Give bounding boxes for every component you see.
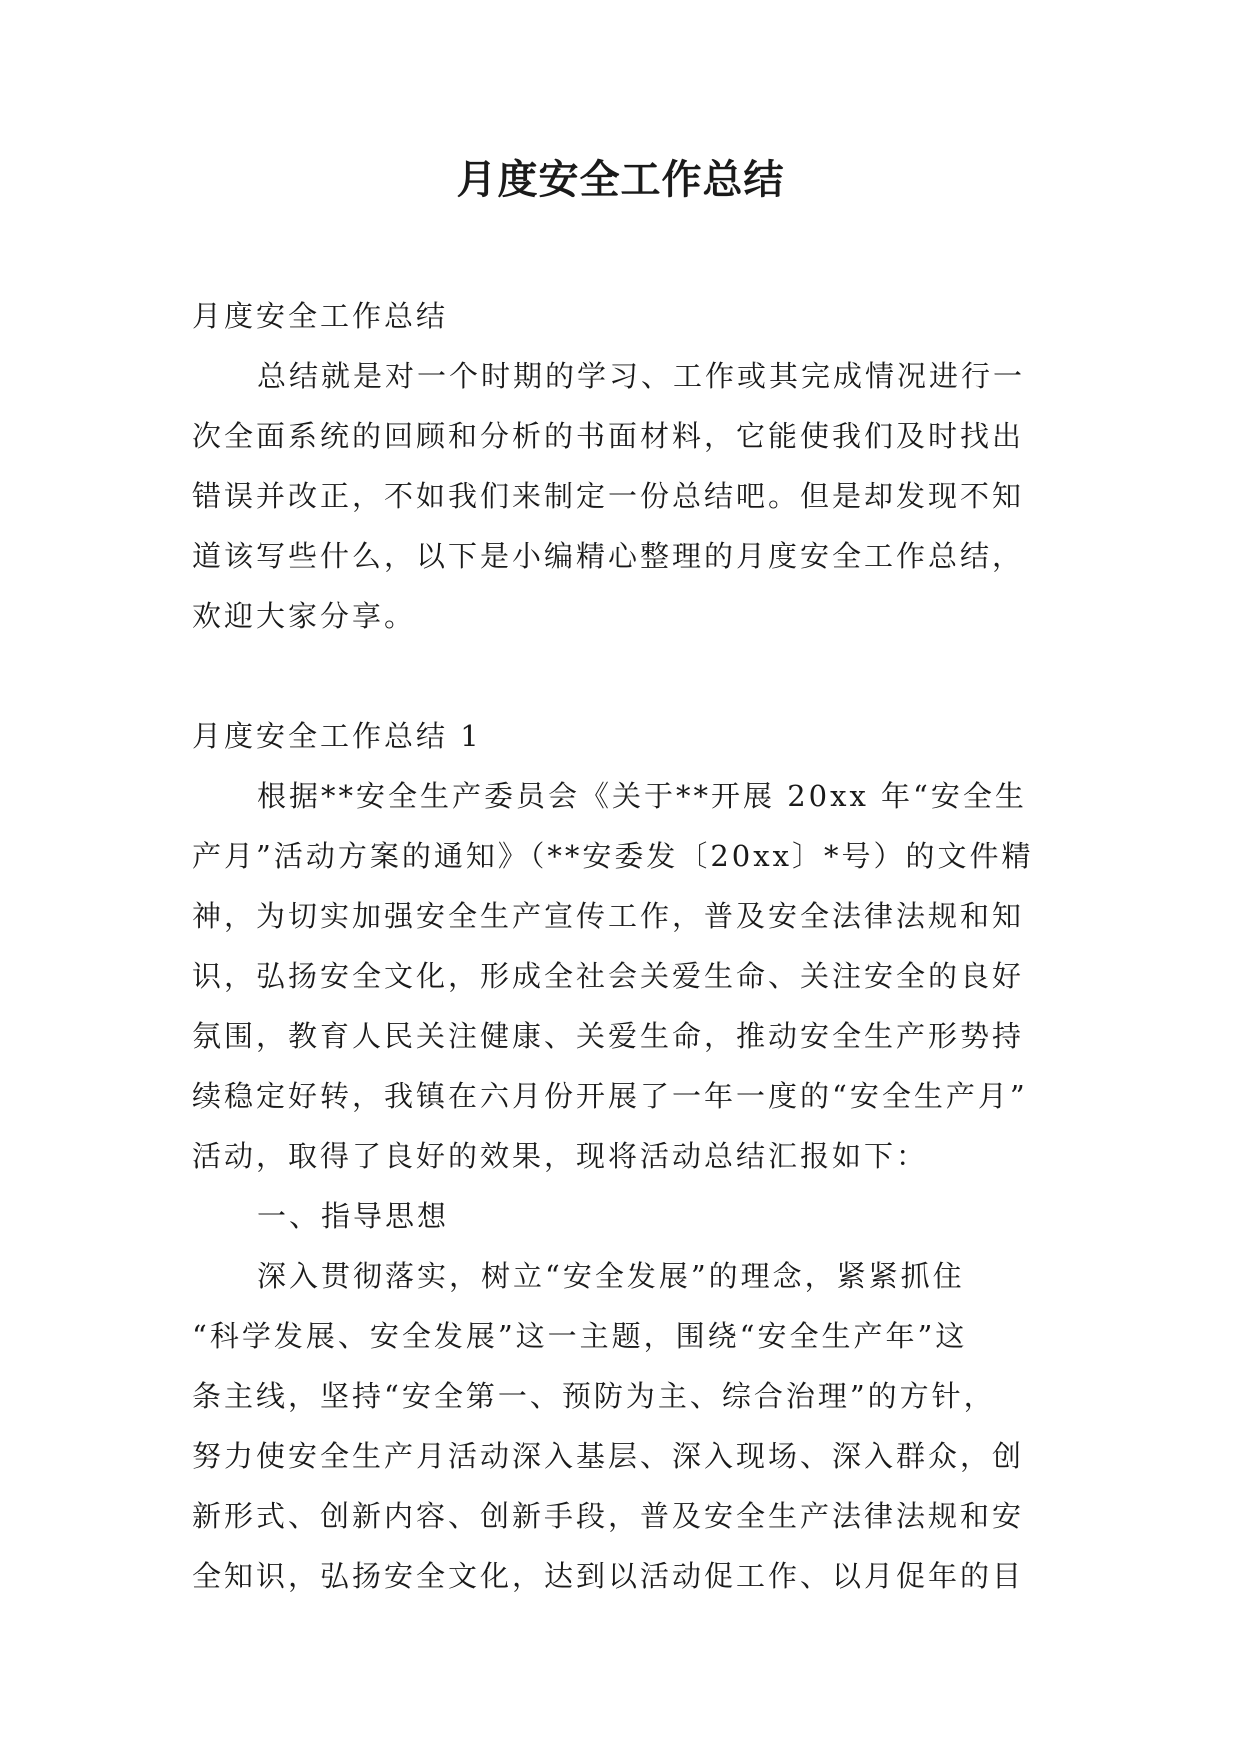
document-title: 月度安全工作总结 [456,157,785,203]
paragraph-line: 条主线，坚持“安全第一、预防为主、综合治理”的方针， [192,1379,996,1413]
paragraph-line: 识，弘扬安全文化，形成全社会关爱生命、关注安全的良好 [192,959,1025,993]
paragraph-line: 欢迎大家分享。 [192,599,417,633]
paragraph-line: “科学发展、安全发展”这一主题，围绕“安全生产年”这 [192,1319,968,1353]
paragraph-line: 产月”活动方案的通知》（**安委发〔20xx〕*号）的文件精 [192,839,1034,873]
paragraph-line: 总结就是对一个时期的学习、工作或其完成情况进行一 [257,359,1026,393]
section-spacer [192,646,1060,706]
paragraph-line: 氛围，教育人民关注健康、关爱生命，推动安全生产形势持 [192,1019,1025,1053]
paragraph-line: 新形式、创新内容、创新手段，普及安全生产法律法规和安 [192,1499,1025,1533]
section-heading: 月度安全工作总结 [192,299,449,333]
paragraph-line: 次全面系统的回顾和分析的书面材料，它能使我们及时找出 [192,419,1025,453]
paragraph-line: 活动，取得了良好的效果，现将活动总结汇报如下： [192,1139,929,1173]
paragraph-line: 续稳定好转，我镇在六月份开展了一年一度的“安全生产月” [192,1079,1028,1113]
paragraph-line: 错误并改正，不如我们来制定一份总结吧。但是却发现不知 [192,479,1025,513]
paragraph-line: 神，为切实加强安全生产宣传工作，普及安全法律法规和知 [192,899,1025,933]
paragraph-line: 根据**安全生产委员会《关于**开展 20xx 年“安全生 [257,779,1027,813]
paragraph-line: 努力使安全生产月活动深入基层、深入现场、深入群众，创 [192,1439,1025,1473]
paragraph-line: 道该写些什么，以下是小编精心整理的月度安全工作总结， [192,539,1025,573]
document-body [192,286,1060,1606]
section-heading: 月度安全工作总结 1 [192,719,482,753]
subsection-heading: 一、指导思想 [257,1199,450,1233]
paragraph-line: 深入贯彻落实，树立“安全发展”的理念，紧紧抓住 [257,1259,965,1293]
paragraph-line: 全知识，弘扬安全文化，达到以活动促工作、以月促年的目 [192,1559,1025,1593]
